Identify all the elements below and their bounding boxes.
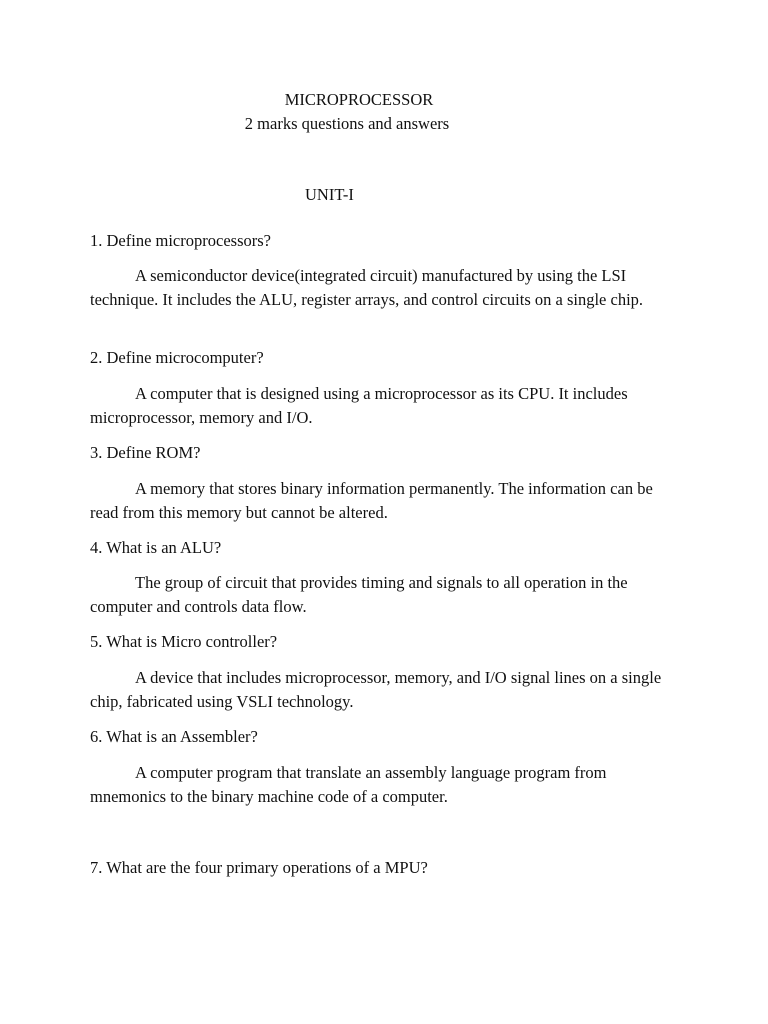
answer-block-3 (90, 477, 675, 524)
qa-item-2 (90, 346, 675, 370)
qa-item-5 (90, 630, 675, 654)
document-title: MICROPROCESSOR (284, 90, 434, 109)
qa-item-7 (90, 856, 675, 880)
answer-block-6 (90, 761, 675, 808)
qa-item-6 (90, 725, 675, 749)
answer-5: A device that includes microprocessor, memory, and I/O signal lines on a single chip, fabricated using VSLI technology. (90, 668, 662, 711)
qa-item-3 (90, 441, 675, 465)
answer-1: A semiconductor device(integrated circuit) manufactured by using the LSI technique. It includes the ALU, register arrays, and control circuits on a single chip. (90, 266, 644, 309)
question-7: 7. What are the four primary operations of a MPU? (90, 858, 428, 877)
qa-item-4 (90, 536, 675, 560)
answer-4: The group of circuit that provides timing and signals to all operation in the computer and controls data flow. (90, 573, 628, 616)
answer-2: A computer that is designed using a microprocessor as its CPU. It includes microprocessor, memory and I/O. (90, 384, 628, 427)
answer-block-4 (90, 571, 675, 618)
document-header (0, 88, 768, 135)
question-4: 4. What is an ALU? (90, 538, 222, 557)
qa-item-1 (90, 229, 675, 253)
answer-3: A memory that stores binary information permanently. The information can be read from this memory but cannot be altered. (90, 479, 653, 522)
question-6: 6. What is an Assembler? (90, 727, 258, 746)
unit-heading: UNIT-I (305, 185, 354, 204)
answer-6: A computer program that translate an assembly language program from mnemonics to the binary machine code of a computer. (90, 763, 607, 806)
answer-block-5 (90, 666, 675, 713)
question-5: 5. What is Micro controller? (90, 632, 278, 651)
question-1: 1. Define microprocessors? (90, 231, 271, 250)
answer-block-1 (90, 264, 675, 311)
question-3: 3. Define ROM? (90, 443, 201, 462)
answer-block-2 (90, 382, 675, 429)
document-subtitle: 2 marks questions and answers (244, 113, 450, 133)
question-2: 2. Define microcomputer? (90, 348, 264, 367)
